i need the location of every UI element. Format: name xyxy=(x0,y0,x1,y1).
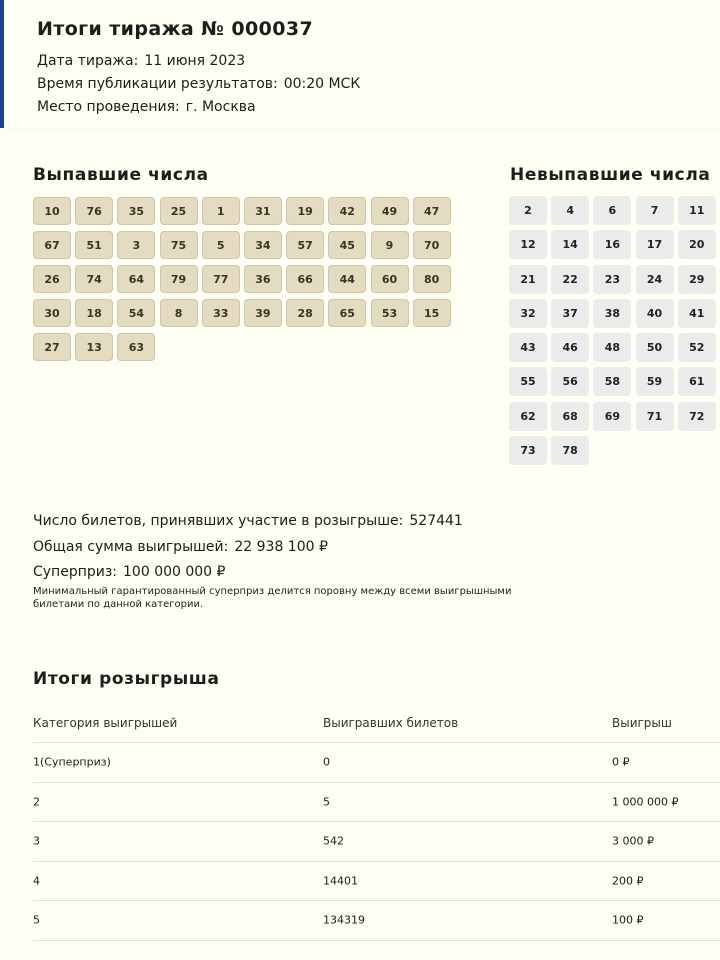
undrawn-number: 56 xyxy=(551,367,589,396)
drawn-number: 26 xyxy=(33,265,71,293)
undrawn-number: 41 xyxy=(678,299,716,328)
drawn-number: 60 xyxy=(371,265,409,293)
table-row xyxy=(33,862,720,902)
drawn-number: 28 xyxy=(286,299,324,327)
drawn-number: 47 xyxy=(413,197,451,225)
undrawn-number: 71 xyxy=(636,402,674,431)
drawn-number: 76 xyxy=(75,197,113,225)
drawn-number: 8 xyxy=(160,299,198,327)
publish-time xyxy=(37,76,360,92)
cell-winners: 134319 xyxy=(323,913,365,927)
results-title: Итоги розыгрыша xyxy=(33,669,220,689)
drawn-number: 75 xyxy=(160,231,198,259)
drawn-number: 66 xyxy=(286,265,324,293)
drawn-number: 54 xyxy=(117,299,155,327)
column-header-category: Категория выигрышей xyxy=(33,716,178,730)
table-row xyxy=(33,783,720,823)
drawn-number: 77 xyxy=(202,265,240,293)
drawn-number: 1 xyxy=(202,197,240,225)
drawn-number: 34 xyxy=(244,231,282,259)
undrawn-number: 6 xyxy=(593,196,631,225)
drawn-number: 31 xyxy=(244,197,282,225)
cell-prize: 100 ₽ xyxy=(612,913,644,927)
drawn-number: 36 xyxy=(244,265,282,293)
undrawn-number: 37 xyxy=(551,299,589,328)
undrawn-number: 7 xyxy=(636,196,674,225)
drawn-numbers-title: Выпавшие числа xyxy=(33,165,209,185)
drawn-number: 53 xyxy=(371,299,409,327)
drawn-number: 64 xyxy=(117,265,155,293)
drawn-number: 27 xyxy=(33,333,71,361)
drawn-number: 35 xyxy=(117,197,155,225)
column-header-winners: Выигравших билетов xyxy=(323,716,459,730)
undrawn-number: 43 xyxy=(509,333,547,362)
undrawn-number: 48 xyxy=(593,333,631,362)
cell-prize: 1 000 000 ₽ xyxy=(612,795,679,809)
drawn-number: 33 xyxy=(202,299,240,327)
draw-date xyxy=(37,53,245,69)
undrawn-number: 23 xyxy=(593,265,631,294)
undrawn-number: 24 xyxy=(636,265,674,294)
undrawn-number: 68 xyxy=(551,402,589,431)
undrawn-numbers-title: Невыпавшие числа xyxy=(510,165,711,185)
undrawn-number: 38 xyxy=(593,299,631,328)
cell-category: 5 xyxy=(33,913,40,927)
undrawn-number: 17 xyxy=(636,230,674,259)
drawn-number: 45 xyxy=(328,231,366,259)
undrawn-number: 21 xyxy=(509,265,547,294)
table-row xyxy=(33,901,720,941)
draw-date-label: Дата тиража: xyxy=(37,53,139,69)
undrawn-number: 40 xyxy=(636,299,674,328)
drawn-number: 65 xyxy=(328,299,366,327)
drawn-number: 30 xyxy=(33,299,71,327)
undrawn-number: 20 xyxy=(678,230,716,259)
drawn-numbers-grid xyxy=(33,197,451,361)
cell-category: 3 xyxy=(33,834,40,848)
undrawn-number: 11 xyxy=(678,196,716,225)
drawn-number: 44 xyxy=(328,265,366,293)
cell-prize: 3 000 ₽ xyxy=(612,834,654,848)
drawn-number: 70 xyxy=(413,231,451,259)
undrawn-number: 73 xyxy=(509,436,547,465)
drawn-number: 5 xyxy=(202,231,240,259)
undrawn-number: 50 xyxy=(636,333,674,362)
drawn-number: 63 xyxy=(117,333,155,361)
undrawn-number: 58 xyxy=(593,367,631,396)
tickets-count-value: 527441 xyxy=(409,513,463,529)
drawn-number: 13 xyxy=(75,333,113,361)
drawn-number: 49 xyxy=(371,197,409,225)
drawn-number: 3 xyxy=(117,231,155,259)
undrawn-number: 46 xyxy=(551,333,589,362)
undrawn-number: 16 xyxy=(593,230,631,259)
undrawn-number: 78 xyxy=(551,436,589,465)
draw-place-label: Место проведения: xyxy=(37,99,180,115)
cell-winners: 0 xyxy=(323,755,330,769)
superprize-value: 100 000 000 ₽ xyxy=(123,564,226,580)
draw-place-value: г. Москва xyxy=(185,99,256,115)
drawn-number: 51 xyxy=(75,231,113,259)
undrawn-number: 32 xyxy=(509,299,547,328)
undrawn-number: 69 xyxy=(593,402,631,431)
undrawn-number: 12 xyxy=(509,230,547,259)
total-winnings-label: Общая сумма выигрышей: xyxy=(33,539,229,555)
total-winnings-value: 22 938 100 ₽ xyxy=(234,539,328,555)
cell-prize: 200 ₽ xyxy=(612,874,644,888)
publish-time-label: Время публикации результатов: xyxy=(37,76,278,92)
undrawn-number: 2 xyxy=(509,196,547,225)
drawn-number: 25 xyxy=(160,197,198,225)
column-header-prize: Выигрыш xyxy=(612,716,672,730)
draw-info-card xyxy=(0,0,720,128)
undrawn-number: 59 xyxy=(636,367,674,396)
drawn-number: 74 xyxy=(75,265,113,293)
drawn-number: 80 xyxy=(413,265,451,293)
superprize-label: Суперприз: xyxy=(33,564,118,580)
page-title: Итоги тиража № 000037 xyxy=(37,18,314,40)
draw-date-value: 11 июня 2023 xyxy=(144,53,246,69)
superprize-note: Минимальный гарантированный суперприз делится поровну между всеми выигрышными билетами по данной категории. xyxy=(33,586,512,610)
undrawn-number: 29 xyxy=(678,265,716,294)
undrawn-number: 22 xyxy=(551,265,589,294)
drawn-number: 67 xyxy=(33,231,71,259)
publish-time-value: 00:20 МСК xyxy=(283,76,361,92)
undrawn-number: 62 xyxy=(509,402,547,431)
cell-category: 4 xyxy=(33,874,40,888)
tickets-count xyxy=(33,513,463,529)
cell-category: 2 xyxy=(33,795,40,809)
table-row xyxy=(33,743,720,783)
table-header-row xyxy=(33,704,720,743)
drawn-number: 15 xyxy=(413,299,451,327)
undrawn-number: 55 xyxy=(509,367,547,396)
drawn-number: 39 xyxy=(244,299,282,327)
total-winnings xyxy=(33,539,328,555)
undrawn-number: 4 xyxy=(551,196,589,225)
undrawn-numbers-grid xyxy=(509,196,716,465)
undrawn-number: 52 xyxy=(678,333,716,362)
drawn-number: 79 xyxy=(160,265,198,293)
undrawn-number: 72 xyxy=(678,402,716,431)
drawn-number: 19 xyxy=(286,197,324,225)
cell-winners: 542 xyxy=(323,834,344,848)
superprize xyxy=(33,564,225,580)
cell-category: 1(Суперприз) xyxy=(33,755,111,769)
drawn-number: 10 xyxy=(33,197,71,225)
drawn-number: 57 xyxy=(286,231,324,259)
undrawn-number: 14 xyxy=(551,230,589,259)
drawn-number: 42 xyxy=(328,197,366,225)
results-table xyxy=(33,704,720,941)
cell-winners: 5 xyxy=(323,795,330,809)
draw-place xyxy=(37,99,256,115)
table-row xyxy=(33,822,720,862)
undrawn-number: 61 xyxy=(678,367,716,396)
cell-winners: 14401 xyxy=(323,874,358,888)
tickets-count-label: Число билетов, принявших участие в розыгрыше: xyxy=(33,513,404,529)
drawn-number: 9 xyxy=(371,231,409,259)
drawn-number: 18 xyxy=(75,299,113,327)
cell-prize: 0 ₽ xyxy=(612,755,630,769)
